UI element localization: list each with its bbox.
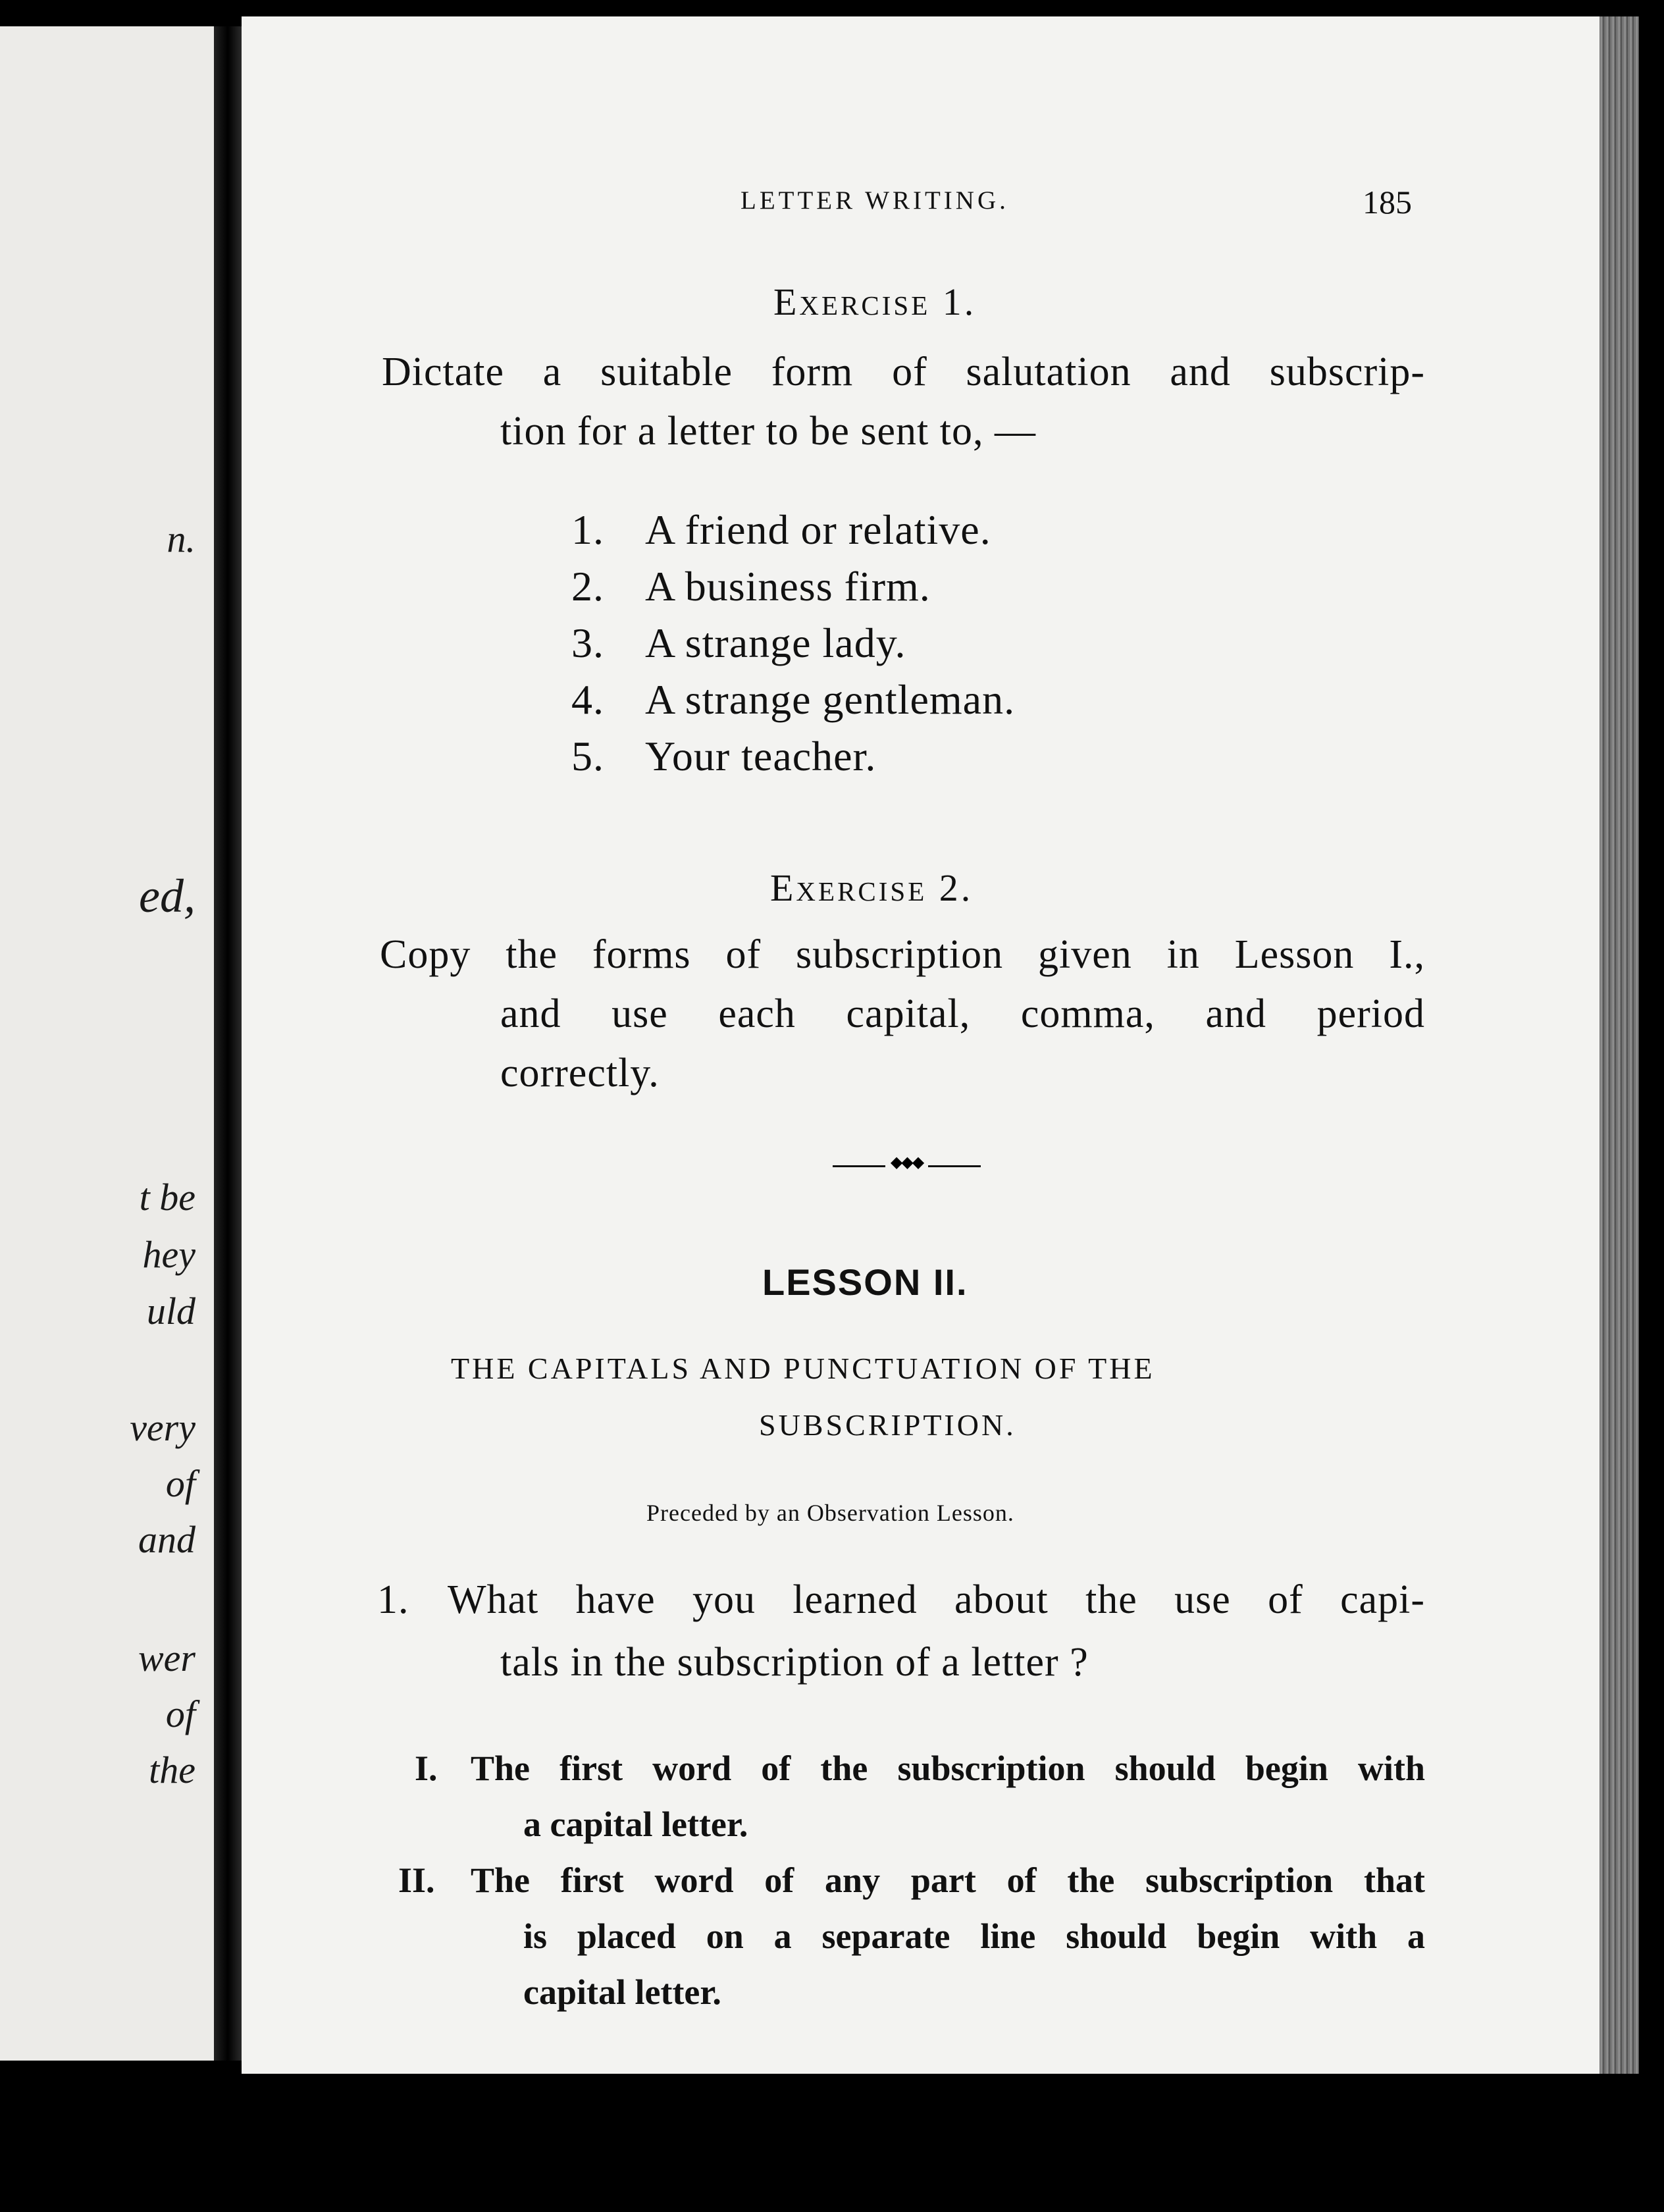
lesson-subtitle: THE CAPITALS AND PUNCTUATION OF THE	[451, 1352, 1155, 1385]
exercise-2-line: correctly.	[500, 1051, 660, 1095]
page-edge	[1599, 16, 1639, 2074]
book-gutter	[214, 26, 242, 2061]
list-item	[571, 506, 991, 554]
left-fragment: the	[149, 1749, 195, 1791]
list-item-text: A strange gentleman.	[645, 676, 1016, 723]
exercise-2-heading: Exercise 2.	[770, 866, 974, 909]
exercise-1-instruction-line: tion for a letter to be sent to, —	[500, 409, 1036, 454]
lesson-title: LESSON II.	[762, 1261, 968, 1303]
running-head: LETTER WRITING.	[741, 186, 1009, 215]
lesson-subtitle: SUBSCRIPTION.	[759, 1408, 1016, 1442]
rule-number: II.	[398, 1860, 435, 1900]
list-item	[571, 675, 1015, 724]
left-fragment: very	[130, 1406, 195, 1449]
exercise-2-line: Copy the forms of subscription given in Lesson I.,	[380, 932, 1425, 977]
question-number: 1.	[377, 1577, 409, 1622]
left-page-fragment	[0, 26, 214, 2061]
exercise-1-instruction-line: Dictate a suitable form of salutation and subscrip-	[382, 350, 1425, 394]
list-item	[571, 619, 906, 668]
list-item	[571, 732, 876, 781]
list-item-text: A business firm.	[645, 563, 931, 610]
question-line: tals in the subscription of a letter ?	[500, 1640, 1089, 1685]
left-fragment: ed,	[139, 870, 195, 922]
list-item-number: 5.	[571, 733, 604, 779]
list-item-number: 2.	[571, 563, 604, 610]
rule-line: The first word of the subscription should begin with	[471, 1749, 1425, 1788]
list-item-number: 1.	[571, 506, 604, 553]
left-fragment: hey	[142, 1233, 195, 1276]
left-fragment: of	[165, 1693, 195, 1735]
left-fragment: t be	[139, 1176, 195, 1219]
rule-line: capital letter.	[523, 1972, 721, 2012]
rule-number: I.	[415, 1749, 438, 1788]
question-line: What have you learned about the use of capi-	[448, 1577, 1425, 1622]
exercise-2-line: and use each capital, comma, and period	[500, 991, 1425, 1036]
scan-border	[0, 2074, 1664, 2212]
list-item-number: 3.	[571, 619, 604, 666]
left-fragment: of	[165, 1462, 195, 1505]
rule-line: is placed on a separate line should begin with a	[523, 1916, 1425, 1956]
page-number: 185	[1363, 184, 1412, 221]
list-item-text: A strange lady.	[645, 619, 906, 666]
left-fragment: wer	[138, 1637, 195, 1679]
lesson-note: Preceded by an Observation Lesson.	[646, 1500, 1014, 1526]
exercise-1-heading: Exercise 1.	[773, 280, 977, 323]
rule-line: The first word of any part of the subscription that	[471, 1860, 1425, 1900]
left-fragment: n.	[167, 517, 195, 560]
ornamental-divider: ◆◆◆	[833, 1162, 981, 1170]
rule-line: a capital letter.	[523, 1804, 748, 1844]
left-fragment: uld	[146, 1290, 195, 1332]
left-fragment: and	[138, 1518, 195, 1561]
list-item-text: A friend or relative.	[645, 506, 991, 553]
list-item-number: 4.	[571, 676, 604, 723]
list-item	[571, 562, 931, 611]
list-item-text: Your teacher.	[645, 733, 877, 779]
